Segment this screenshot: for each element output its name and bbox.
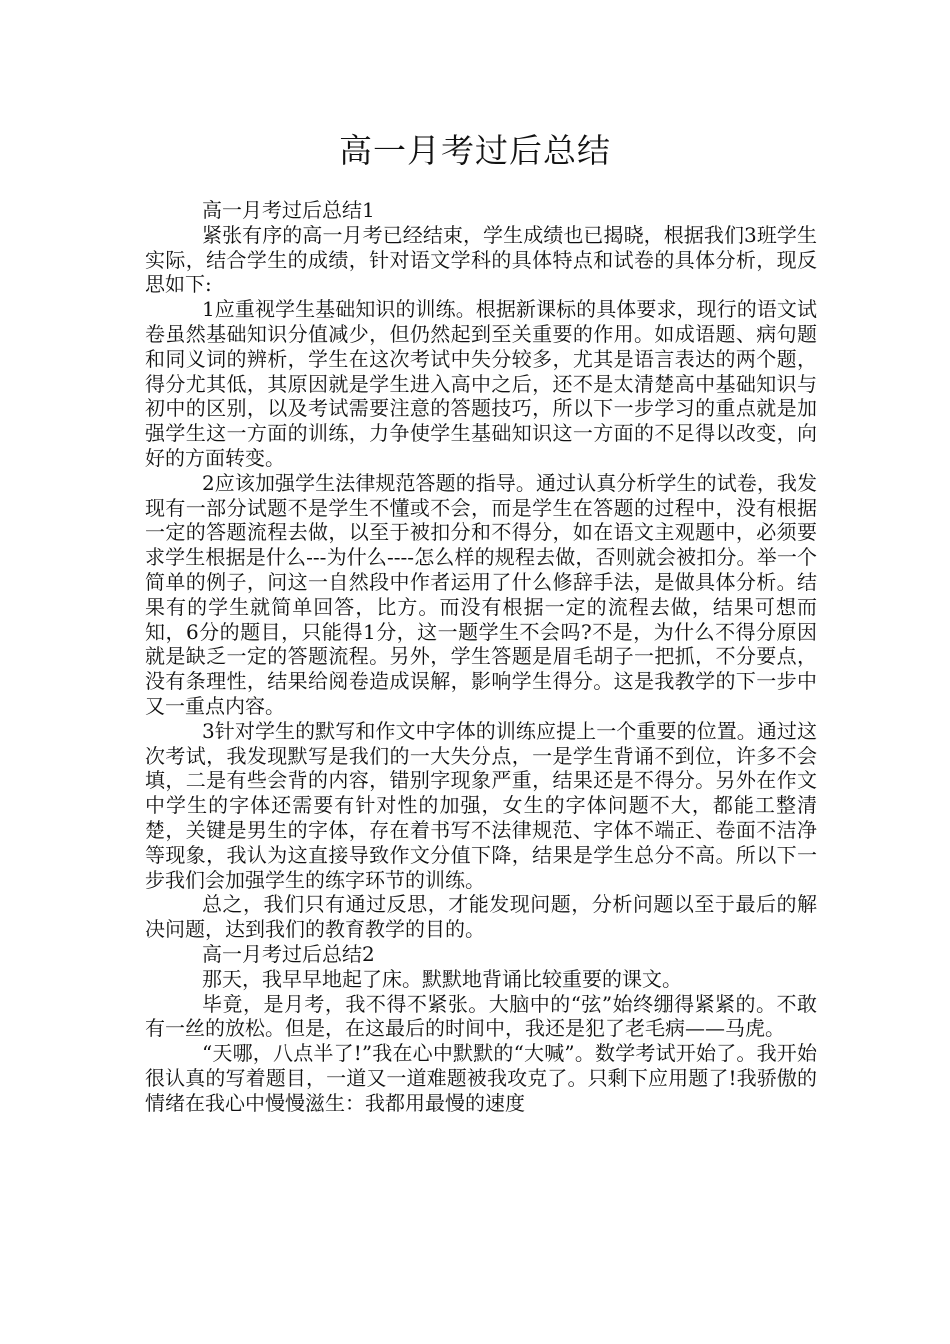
document-body: [145, 198, 817, 1115]
conclusion-paragraph: 总之，我们只有通过反思，才能发现问题，分析问题以至于最后的解决问题，达到我们的教育教学的目的。: [145, 892, 817, 942]
point-1-paragraph: 1应重视学生基础知识的训练。根据新课标的具体要求，现行的语文试卷虽然基础知识分值减少，但仍然起到至关重要的作用。如成语题、病句题和同义词的辨析，学生在这次考试中失分较多，尤其是语言表达的两个题，得分尤其低，其原因就是学生进入高中之后，还不是太清楚高中基础知识与初中的区别，以及考试需要注意的答题技巧，所以下一步学习的重点就是加强学生这一方面的训练，力争使学生基础知识这一方面的不足得以改变，向好的方面转变。: [145, 297, 817, 470]
point-2-paragraph: 2应该加强学生法律规范答题的指导。通过认真分析学生的试卷，我发现有一部分试题不是学生不懂或不会，而是学生在答题的过程中，没有根据一定的答题流程去做，以至于被扣分和不得分，如在语文主观题中，必须要求学生根据是什么---为什么----怎么样的规程去做，否则就会被扣分。举一个简单的例子，问这一自然段中作者运用了什么修辞手法，是做具体分析。结果有的学生就简单回答，比方。而没有根据一定的流程去做，结果可想而知，6分的题目，只能得1分，这一题学生不会吗?不是，为什么不得分原因就是缺乏一定的答题流程。另外，学生答题是眉毛胡子一把抓，不分要点，没有条理性，结果给阅卷造成误解，影响学生得分。这是我教学的下一步中又一重点内容。: [145, 470, 817, 718]
section-heading-2: 高一月考过后总结2: [202, 941, 375, 966]
story-paragraph-3: “天哪，八点半了!”我在心中默默的“大喊”。数学考试开始了。我开始很认真的写着题目，一道又一道难题被我攻克了。只剩下应用题了!我骄傲的情绪在我心中慢慢滋生：我都用最慢的速度: [145, 1041, 817, 1115]
story-paragraph-1: 那天，我早早地起了床。默默地背诵比较重要的课文。: [202, 966, 682, 991]
point-3-paragraph: 3针对学生的默写和作文中字体的训练应提上一个重要的位置。通过这次考试，我发现默写是我们的一大失分点，一是学生背诵不到位，许多不会填，二是有些会背的内容，错别字现象严重，结果还是不得分。另外在作文中学生的字体还需要有针对性的加强，女生的字体问题不大，都能工整清楚，关键是男生的字体，存在着书写不法律规范、字体不端正、卷面不洁净等现象，我认为这直接导致作文分值下降，结果是学生总分不高。所以下一步我们会加强学生的练字环节的训练。: [145, 718, 817, 892]
section-heading-1: 高一月考过后总结1: [202, 198, 375, 222]
story-paragraph-2: 毕竟，是月考，我不得不紧张。大脑中的“弦”始终绷得紧紧的。不敢有一丝的放松。但是，在这最后的时间中，我还是犯了老毛病——马虎。: [145, 991, 817, 1041]
intro-paragraph: 紧张有序的高一月考已经结束，学生成绩也已揭晓，根据我们3班学生实际，结合学生的成绩，针对语文学科的具体特点和试卷的具体分析，现反思如下:: [145, 222, 817, 297]
document-title: 高一月考过后总结: [339, 131, 611, 170]
